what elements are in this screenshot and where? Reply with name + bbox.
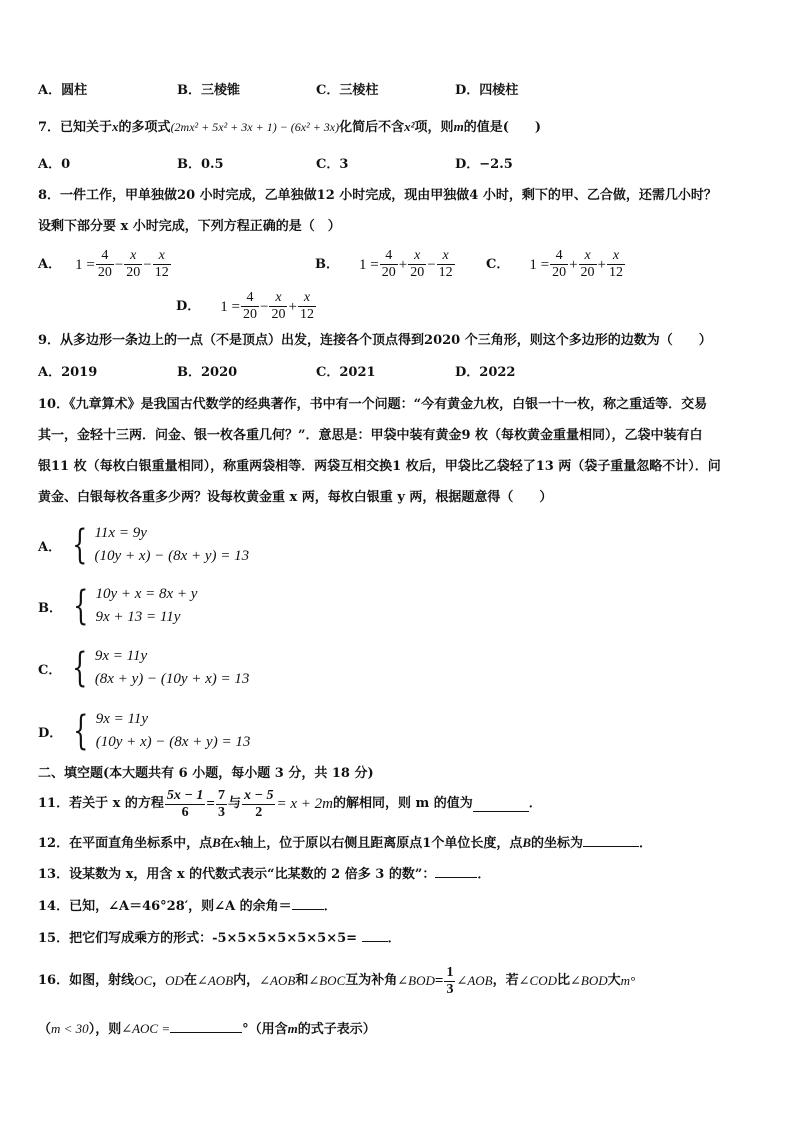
q8-option-c: C． 1 = $\frac{4}{20}$ + $\frac{x}{20}$ + $\frac{x}{12}$ (486, 248, 624, 280)
q6-option-b: B．三棱锥 (177, 83, 240, 98)
q10-option-a: A． { 11x = 9y (10y + x) − (8x + y) = 13 (38, 522, 250, 568)
question-7-stem: 7．已知关于x的多项式(2mx² + 5x² + 3x + 1) − (6x² + 3x)化简后不含x²项，则m的值是( ) (38, 119, 541, 135)
q7-option-c: C．3 (316, 157, 349, 172)
question-9-stem: 9．从多边形一条边上的一点（不是顶点）出发，连接各个顶点得到2020 个三角形，则这个多边形的边数为（ ） (38, 333, 712, 348)
question-8-line2: 设剩下部分要 x 小时完成，下列方程正确的是（ ） (38, 219, 341, 234)
q10-option-d: D． { 9x = 11y (10y + x) − (8x + y) = 13 (38, 708, 251, 754)
q6-option-a: A．圆柱 (38, 83, 88, 98)
question-12: 12．在平面直角坐标系中，点B在x轴上，位于原以右侧且距离原点1个单位长度，点B的坐标为 ． (38, 832, 652, 853)
q10-option-b: B． { 10y + x = 8x + y 9x + 13 = 11y (38, 583, 198, 629)
q12-answer-blank[interactable] (583, 832, 639, 847)
q9-option-c: C．2021 (316, 365, 376, 380)
q7-option-d: D．−2.5 (455, 157, 513, 172)
q9-option-a: A．2019 (38, 365, 98, 380)
q9-option-b: B．2020 (177, 365, 238, 380)
question-14: 14．已知，∠A＝46°28′，则∠A 的余角＝ ． (38, 895, 337, 916)
question-11: 11．若关于 x 的方程 $\frac{5x - 1}{6}$ = $\frac{7}{3}$ 与 $\frac{x - 5}{2}$ = x + 2m 的解相同，则 m 的值为 ． (38, 787, 542, 820)
q11-answer-blank[interactable] (473, 797, 529, 812)
question-16-line1: 16．如图，射线 OC ， OD 在 ∠AOB 内， ∠AOB 和 ∠BOC 互为补角 ∠BOD = $\frac{1}{3}$ ∠AOB ，若 ∠COD 比 ∠BOD 大 m° (38, 964, 636, 997)
q10-option-c: C． { 9x = 11y (8x + y) − (10y + x) = 13 (38, 645, 250, 691)
question-13: 13．设某数为 x，用含 x 的代数式表示“比某数的 2 倍多 3 的数”： ． (38, 863, 490, 884)
q13-answer-blank[interactable] (435, 863, 477, 878)
q8-option-a: A． 1 = $\frac{4}{20}$ − $\frac{x}{20}$ − $\frac{x}{12}$ (38, 248, 169, 280)
question-15: 15．把它们写成乘方的形式：-5×5×5×5×5×5×5= ． (38, 927, 401, 948)
q7-option-a: A．0 (38, 157, 71, 172)
question-10-line1: 10．《九章算术》是我国古代数学的经典著作，书中有一个问题：“今有黄金九枚，白银一十一枚，称之重适等．交易 (38, 397, 708, 412)
q9-option-d: D．2022 (455, 365, 516, 380)
q6-option-d: D．四棱柱 (455, 83, 519, 98)
question-8-line1: 8．一件工作，甲单独做20 小时完成，乙单独做12 小时完成，现由甲独做4 小时，剩下的甲、乙合做，还需几小时？ (38, 188, 717, 203)
q7-option-b: B．0.5 (177, 157, 224, 172)
question-10-line4: 黄金、白银每枚各重多少两？设每枚黄金重 x 两，每枚白银重 y 两，根据题意得（ ） (38, 490, 553, 505)
q15-answer-blank[interactable] (362, 927, 388, 942)
q6-option-c: C．三棱柱 (316, 83, 379, 98)
q16-answer-blank[interactable] (170, 1018, 242, 1033)
question-10-line3: 银11 枚（每枚白银重量相同），称重两袋相等．两袋互相交换1 枚后，甲袋比乙袋轻了13 两（袋子重量忽略不计）．问 (38, 459, 721, 474)
question-16-line2: （m < 30），则∠AOC = °（用含m的式子表示） (38, 1018, 376, 1039)
section-2-heading: 二、填空题(本大题共有 6 小题，每小题 3 分，共 18 分) (38, 766, 374, 781)
q8-option-b: B． 1 = $\frac{4}{20}$ + $\frac{x}{20}$ − $\frac{x}{12}$ (315, 248, 453, 280)
question-10-line2: 其一，金轻十三两．问金、银一枚各重几何？”．意思是：甲袋中装有黄金9 枚（每枚黄金重量相同），乙袋中装有白 (38, 428, 703, 443)
q14-answer-blank[interactable] (292, 895, 324, 910)
q8-option-d: D． 1 = $\frac{4}{20}$ − $\frac{x}{20}$ + $\frac{x}{12}$ (176, 290, 314, 322)
